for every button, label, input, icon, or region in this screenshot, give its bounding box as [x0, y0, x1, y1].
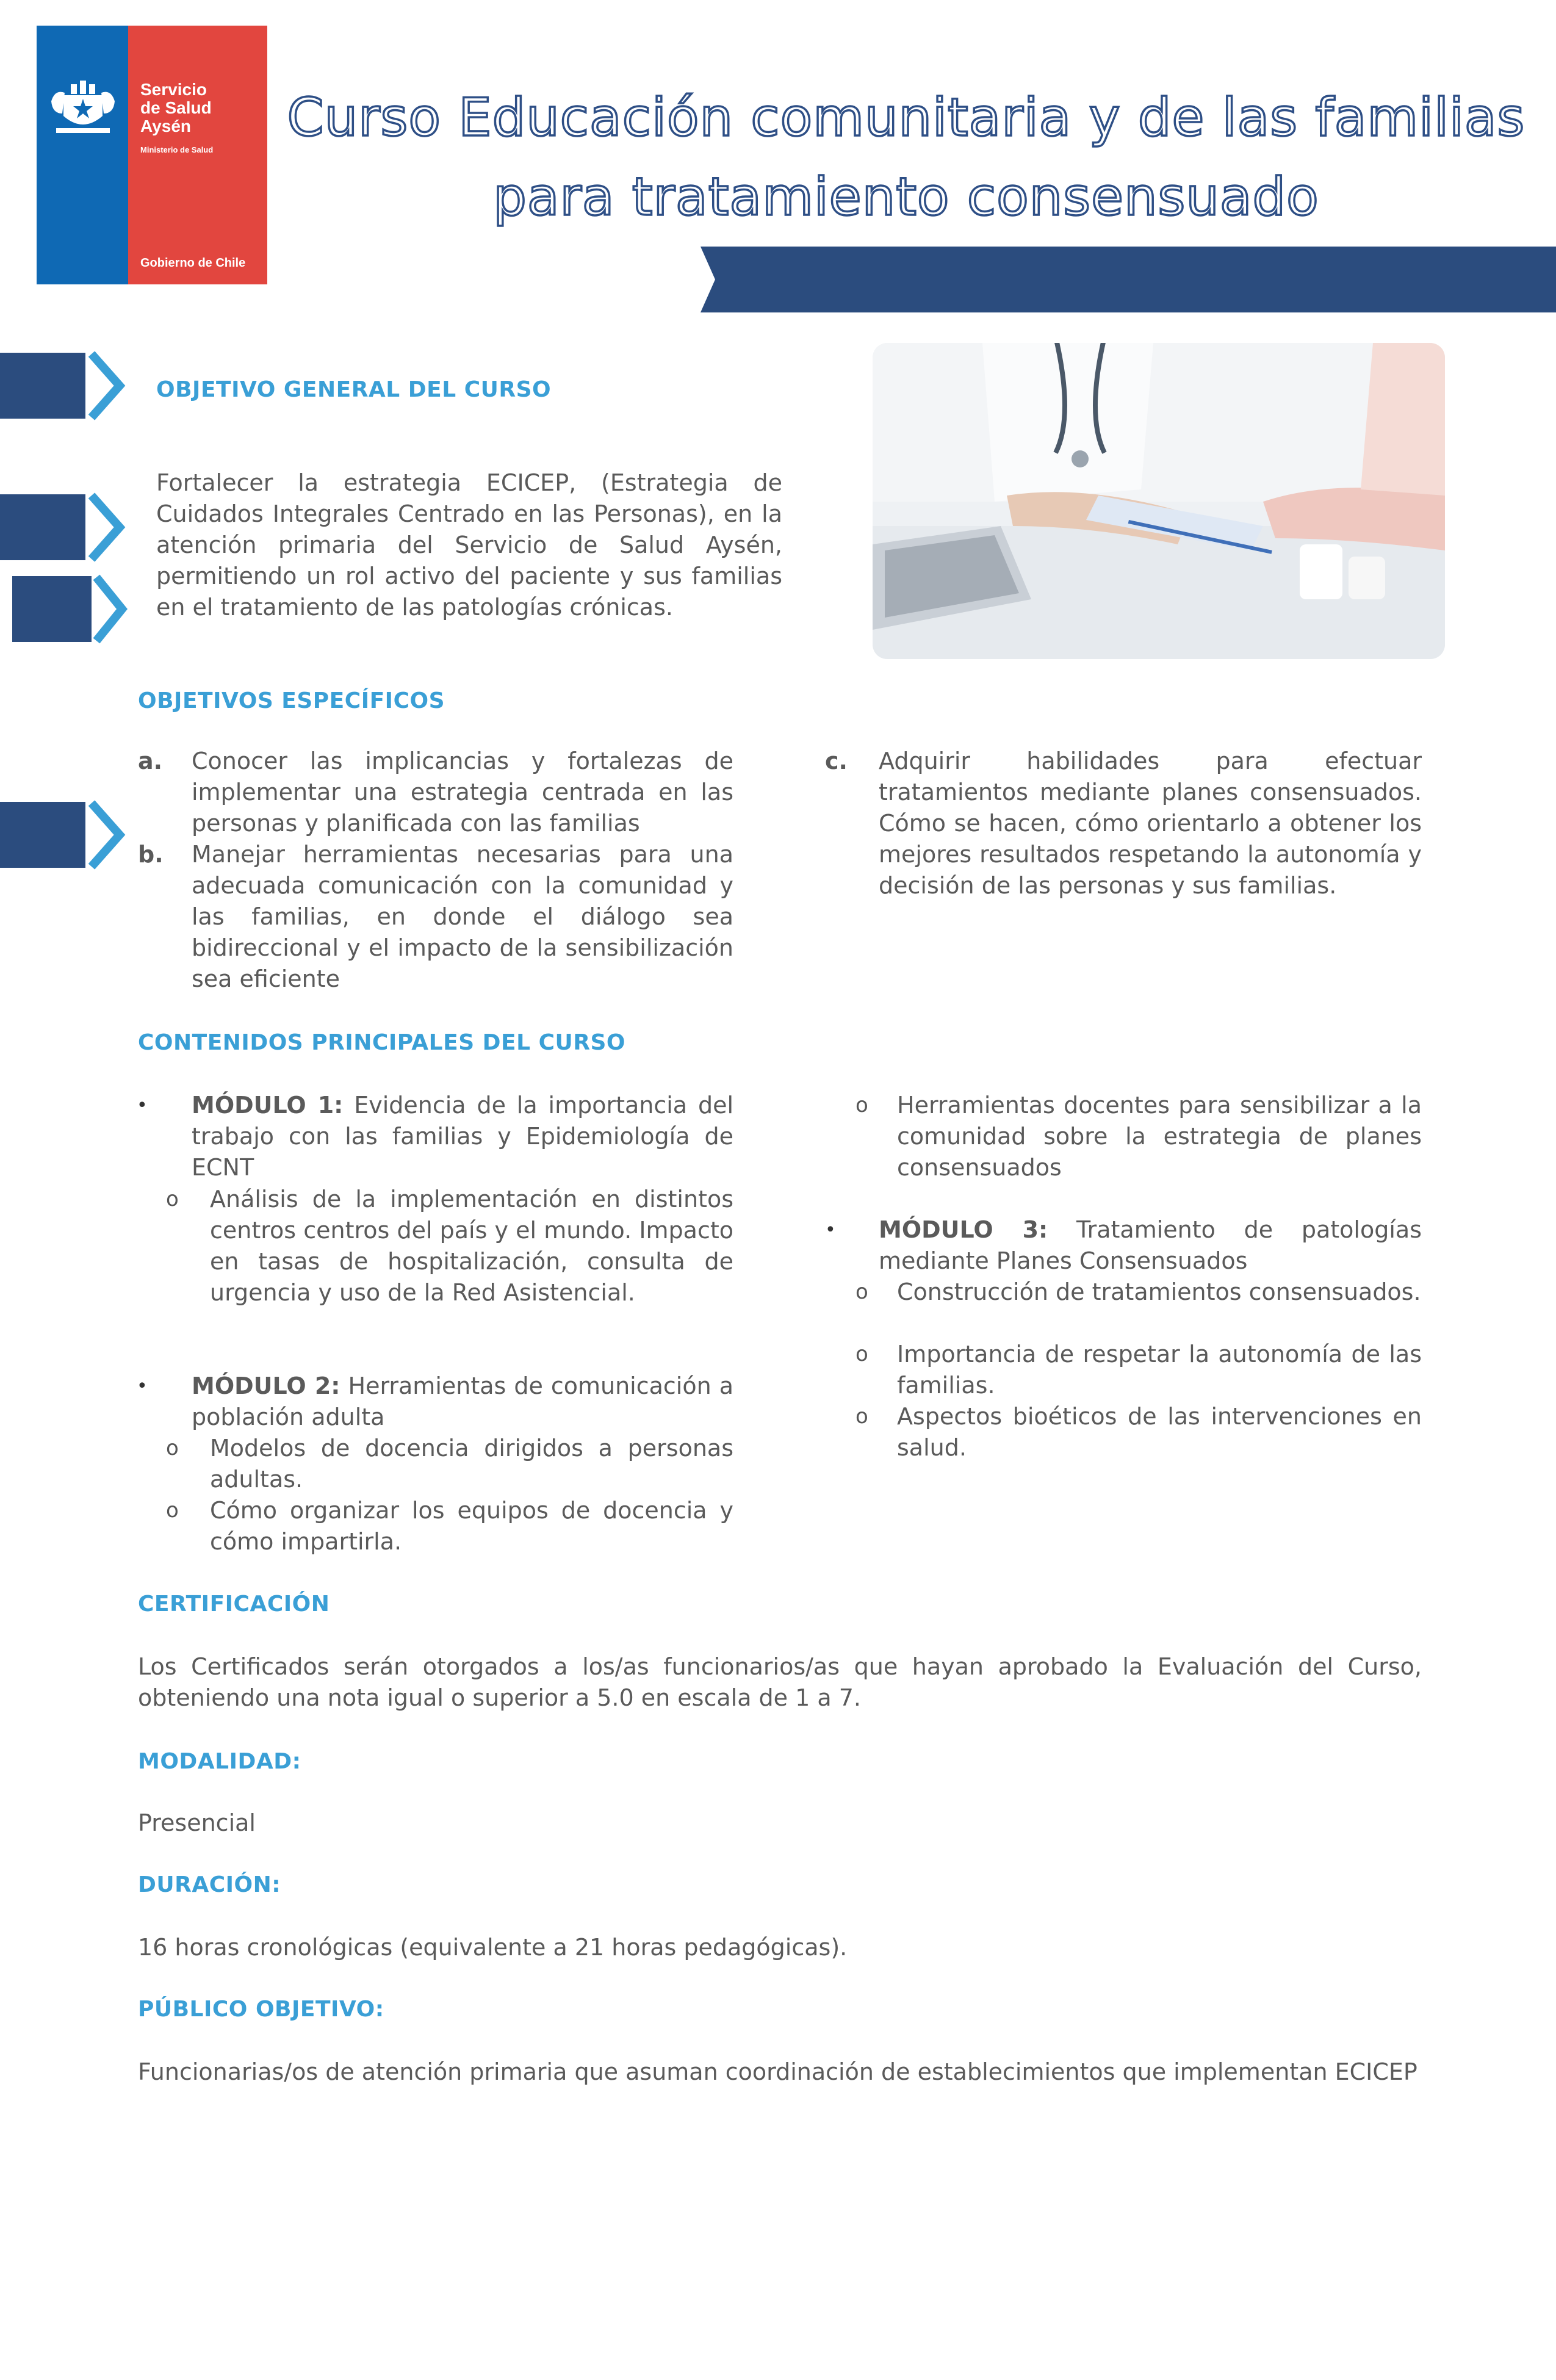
module-1	[192, 1090, 733, 1183]
audience-heading: PÚBLICO OBJETIVO:	[138, 1997, 384, 2022]
specific-objectives-heading: OBJETIVOS ESPECÍFICOS	[138, 688, 445, 713]
module-3-sub-2: Importancia de respetar la autonomía de las familias.	[897, 1341, 1422, 1399]
module-2-text: Herramientas de comunicación a población adulta	[192, 1372, 733, 1430]
module-2	[192, 1371, 733, 1433]
objective-text: Fortalecer la estrategia ECICEP, (Estrategia de Cuidados Integrales Centrado en las Personas), en la atención primaria del Servicio de Salud Aysén, permitiendo un rol activo del paciente y sus familias en el tratamiento de las patologías crónicas.	[156, 469, 782, 621]
bullet-icon: •	[825, 1219, 836, 1241]
servicio-salud-aysen-logo	[37, 26, 267, 284]
objective-c-text: Adquirir habilidades para efectuar tratamientos mediante planes consensuados. Cómo se hacen, cómo orientarlo a obtener los mejores resultados respetando la autonomía y decisión de las personas y sus familias.	[879, 748, 1422, 899]
contents-heading: CONTENIDOS PRINCIPALES DEL CURSO	[138, 1030, 625, 1055]
logo-name: Servicio de Salud Aysén	[140, 80, 212, 135]
sub-bullet-icon: o	[166, 1436, 179, 1460]
logo-blue-panel	[37, 26, 128, 284]
logo-ministry: Ministerio de Salud	[140, 145, 214, 154]
sub-bullet-icon: o	[855, 1342, 868, 1366]
sub-bullet-icon: o	[166, 1187, 179, 1211]
certification-heading: CERTIFICACIÓN	[138, 1592, 330, 1617]
module-3	[879, 1214, 1422, 1277]
module-2-title: MÓDULO 2:	[192, 1372, 340, 1399]
objective-heading: OBJETIVO GENERAL DEL CURSO	[156, 377, 552, 402]
duration-heading: DURACIÓN:	[138, 1872, 281, 1897]
title-underline-bar	[0, 247, 1556, 314]
chile-coat-of-arms-icon	[46, 77, 120, 140]
logo-red-panel	[128, 26, 267, 284]
certification-text: Los Certificados serán otorgados a los/as funcionarios/as que hayan aprobado la Evaluación del Curso, obteniendo una nota igual o superior a 5.0 en escala de 1 a 7.	[138, 1653, 1422, 1711]
audience-text: Funcionarias/os de atención primaria que asuman coordinación de establecimientos que implementan ECICEP	[138, 2058, 1417, 2085]
objective-c-label: c.	[825, 748, 848, 774]
chevron-decoration-icon	[0, 572, 128, 646]
objective-a-text: Conocer las implicancias y fortalezas de implementar una estrategia centrada en las personas y planificada con las familias	[192, 748, 733, 837]
sub-bullet-icon: o	[855, 1280, 868, 1304]
module-3-text: Tratamiento de patologías mediante Planes Consensuados	[879, 1216, 1422, 1274]
bullet-icon: •	[137, 1095, 148, 1116]
modality-heading: MODALIDAD:	[138, 1749, 301, 1774]
sub-bullet-icon: o	[855, 1404, 868, 1429]
doctor-patient-photo	[873, 343, 1445, 659]
sub-bullet-icon: o	[166, 1498, 179, 1523]
module-1-title: MÓDULO 1:	[192, 1092, 344, 1119]
objective-b-text: Manejar herramientas necesarias para una adecuada comunicación con la comunidad y las familias, en donde el diálogo sea bidireccional y el impacto de la sensibilización sea eficiente	[192, 841, 733, 992]
module-1-text: Evidencia de la importancia del trabajo con las familias y Epidemiología de ECNT	[192, 1092, 734, 1181]
chevron-decoration-icon	[0, 798, 128, 871]
chevron-decoration-icon	[0, 491, 128, 564]
objective-b-label: b.	[138, 841, 164, 868]
module-3-title: MÓDULO 3:	[879, 1216, 1048, 1243]
sub-bullet-icon: o	[855, 1093, 868, 1117]
chevron-decoration-icon	[0, 349, 128, 422]
bullet-icon: •	[137, 1376, 148, 1397]
objective-a-label: a.	[138, 748, 163, 774]
page-title: Curso Educación comunitaria y de las familias para tratamiento consensuado	[287, 87, 1525, 228]
module-3-sub-3: Aspectos bioéticos de las intervenciones en salud.	[897, 1403, 1422, 1461]
duration-text: 16 horas cronológicas (equivalente a 21 horas pedagógicas).	[138, 1934, 848, 1961]
module-1-sub-1: Análisis de la implementación en distintos centros centros del país y el mundo. Impacto en tasas de hospitalización, consulta de urgencia y uso de la Red Asistencial.	[210, 1186, 733, 1306]
logo-government: Gobierno de Chile	[140, 256, 246, 270]
module-2-sub-3: Herramientas docentes para sensibilizar a la comunidad sobre la estrategia de planes consensuados	[897, 1092, 1422, 1181]
module-3-sub-1: Construcción de tratamientos consensuados.	[897, 1278, 1421, 1305]
modality-text: Presencial	[138, 1809, 256, 1836]
module-2-sub-1: Modelos de docencia dirigidos a personas adultas.	[210, 1435, 733, 1493]
module-2-sub-2: Cómo organizar los equipos de docencia y cómo impartirla.	[210, 1497, 733, 1555]
